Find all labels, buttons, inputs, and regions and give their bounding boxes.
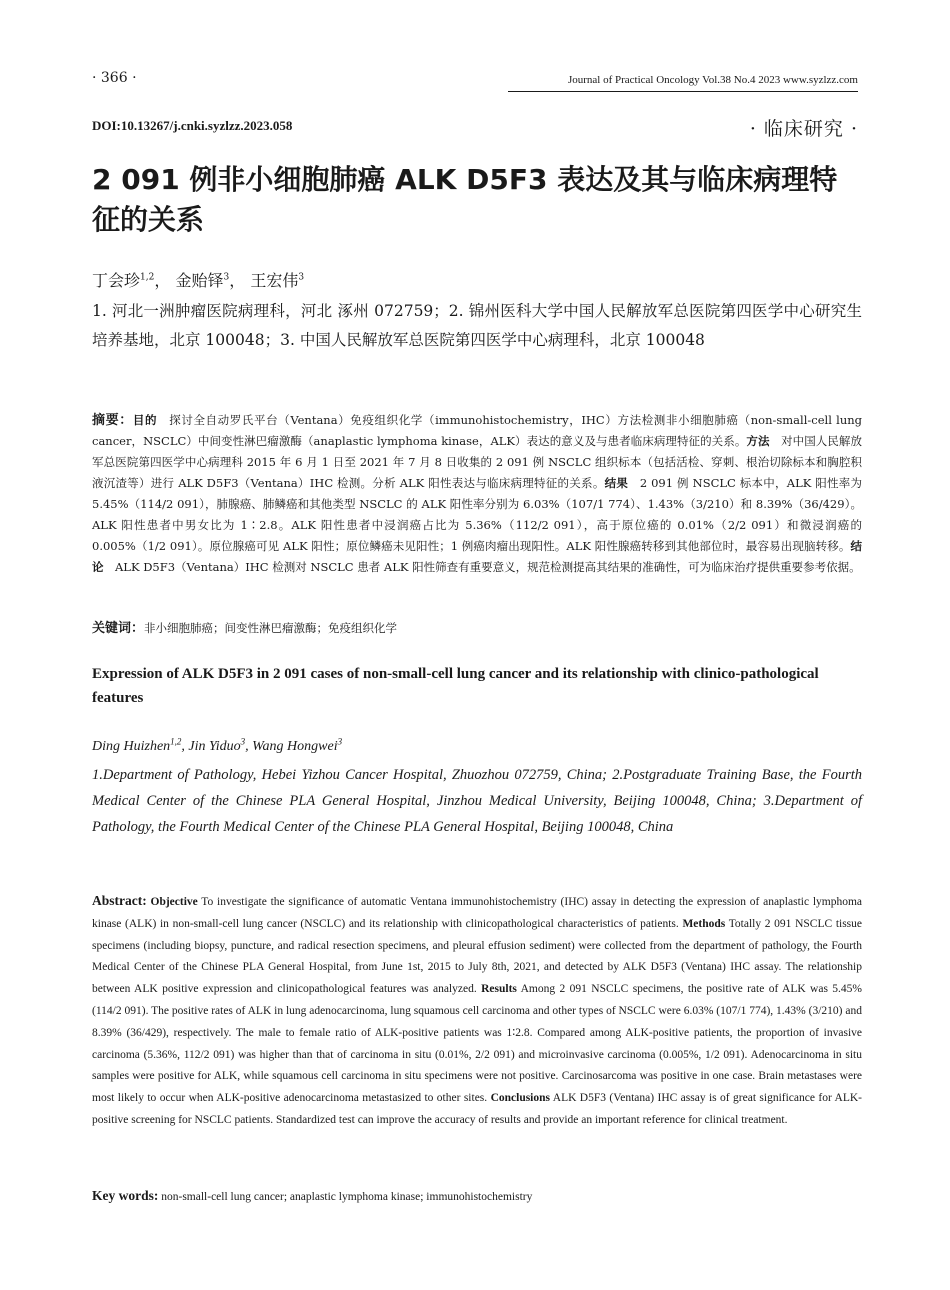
keywords-text-en: non-small-cell lung cancer; anaplastic lymphoma kinase; immunohistochemistry: [161, 1191, 533, 1203]
conclusions-text-cn: ALK D5F3（Ventana）IHC 检测对 NSCLC 患者 ALK 阳性筛查有重要意义，规范检测提高其结果的准确性，可为临床治疗提供重要参考依据。: [103, 560, 861, 574]
conclusions-label-en: Conclusions: [490, 1092, 550, 1105]
keywords-en: [92, 1188, 862, 1204]
affiliation-cn: 1. 河北一洲肿瘤医院病理科，河北 涿州 072759；2. 锦州医科大学中国人民解放军总医院第四医学中心研究生培养基地，北京 100048；3. 中国人民解放军总医院第四医学中心病理科，北京 100048: [92, 302, 862, 349]
conclusions-text-en: ALK D5F3 (Ventana) IHC assay is of great significance for ALK-positive screening for NSCLC patients. Standardized test can improve the accuracy of results and provide an important reference for clinical treatment.: [92, 1092, 863, 1126]
results-label-cn: 结果: [604, 476, 629, 490]
results-label-en: Results: [481, 983, 517, 996]
doi[interactable]: DOI:10.13267/j.cnki.syzlzz.2023.058: [92, 118, 293, 133]
abstract-label-cn: 摘要：: [92, 413, 133, 428]
keywords-cn: [92, 618, 862, 639]
journal-running-header: Journal of Practical Oncology Vol.38 No.4 2023 www.syzlzz.com: [567, 74, 858, 86]
objective-label-cn: 目的: [132, 413, 158, 427]
author-1-cn: 丁会珍$^{1,2}$，: [92, 271, 171, 290]
authors-cn: [92, 268, 304, 291]
header-rule: [508, 91, 858, 92]
keywords-label-en: Key words:: [92, 1188, 159, 1203]
objective-label-en: Objective: [150, 896, 198, 908]
column-label: · 临床研究 ·: [749, 118, 858, 140]
methods-text-cn: 对中国人民解放军总医院第四医学中心病理科 2015 年 6 月 1 日至 2021 年 7 月 8 日收集的 2 091 例 NSCLC 组织标本（包括活检、穿刺、根治切除标本和胸腔积液沉渣等）进行 ALK D5F3（Ventana）IHC 检测。分析 ALK 阳性表达与临床病理特征的关系。: [92, 434, 863, 490]
keywords-text-cn: 非小细胞肺癌；间变性淋巴瘤激酶；免疫组织化学: [144, 621, 398, 635]
page-number: · 366 ·: [92, 70, 137, 86]
authors-en: [92, 736, 342, 755]
abstract-label-en: Abstract:: [92, 893, 147, 908]
keywords-label-cn: 关键词：: [92, 621, 145, 636]
abstract-en: [92, 890, 862, 1132]
methods-text-en: Totally 2 091 NSCLC tissue specimens (including biopsy, puncture, and radical resection specimens, and pleural effusion sediment) were collected from the department of pathology, the Fourth Medical Center of the Chinese PLA General Hospital, from June 1st, 2015 to July 8th, 2021, and detected by ALK D5F3 (Ventana) IHC assay. The relationship between ALK positive expression and clinicopathological features was analyzed.: [92, 917, 863, 996]
author-2-en: Jin Yiduo$^3$,: [188, 736, 253, 754]
results-text-cn: 2 091 例 NSCLC 标本中，ALK 阳性率为 5.45%（114/2 091），肺腺癌、肺鳞癌和其他类型 NSCLC 的 ALK 阳性率分别为 6.03%（107/1 774）、1.43%（3/210）和 8.39%（36/429）。ALK 阳性患者中男女比为 1∶2.8。ALK 阳性患者中浸润癌占比为 5.36%（112/2 091），高于原位癌的 0.01%（2/2 091）和微浸润癌的 0.005%（1/2 091）。原位腺癌可见 ALK 阳性；原位鳞癌未见阳性；1 例癌肉瘤出现阳性。ALK 阳性腺癌转移到其他部位时，最容易出现脑转移。: [92, 476, 863, 553]
methods-label-en: Methods: [682, 917, 726, 930]
article-title-cn: 2 091 例非小细胞肺癌 ALK D5F3 表达及其与临床病理特征的关系: [92, 163, 838, 236]
conclusions-label-cn: 结论: [92, 539, 862, 574]
author-3-cn: 王宏伟$^3$: [250, 271, 305, 290]
results-text-en: Among 2 091 NSCLC specimens, the positive rate of ALK was 5.45% (114/2 091). The positive rates of ALK in lung adenocarcinoma, lung squamous cell carcinoma and other types of NSCLC were 6.03% (107/1 774), 1.43% (3/210) and 8.39% (36/429), respectively. The male to female ratio of ALK-positive patients was 1∶2.8. Compared among ALK-positive patients, the proportion of invasive carcinoma (5.36%, 112/2 091) was higher than that of carcinoma in situ (0.01%, 2/2 091) and microinvasive carcinoma (0.005%, 1/2 091). Adenocarcinoma in situ samples were positive for ALK, while squamous cell carcinoma in situ specimens were not positive. Carcinosarcoma was positive in one case. Brain metastases were most likely to occur when ALK-positive adenocarcinoma metastasized to other sites.: [92, 983, 863, 1105]
methods-label-cn: 方法: [746, 434, 770, 448]
author-3-en: Wang Hongwei$^3$: [252, 736, 343, 754]
author-2-cn: 金贻铎$^3$，: [175, 271, 246, 290]
objective-text-en: To investigate the significance of automatic Ventana immunohistochemistry (IHC) assay in detecting the expression of anaplastic lymphoma kinase (ALK) in non-small-cell lung cancer (NSCLC) and its relationship with clinicopathological characteristics of patients.: [92, 896, 863, 930]
author-1-en: Ding Huizhen$^{1,2}$,: [92, 736, 189, 754]
article-title-en: Expression of ALK D5F3 in 2 091 cases of non-small-cell lung cancer and its relationship with clinico-pathological features: [92, 666, 819, 706]
affiliation-en: 1.Department of Pathology, Hebei Yizhou Cancer Hospital, Zhuozhou 072759, China; 2.Postgraduate Training Base, the Fourth Medical Center of the Chinese PLA General Hospital, Jinzhou Medical University, Beijing 100048, China; 3.Department of Pathology, the Fourth Medical Center of the Chinese PLA General Hospital, Beijing 100048, China: [92, 767, 862, 835]
abstract-cn: [92, 410, 862, 578]
objective-text-cn: 探讨全自动罗氏平台（Ventana）免疫组织化学（immunohistochemistry，IHC）方法检测非小细胞肺癌（non-small-cell lung cancer，NSCLC）中间变性淋巴瘤激酶（anaplastic lymphoma kinase，ALK）表达的意义及与患者临床病理特征的关系。: [92, 413, 862, 448]
